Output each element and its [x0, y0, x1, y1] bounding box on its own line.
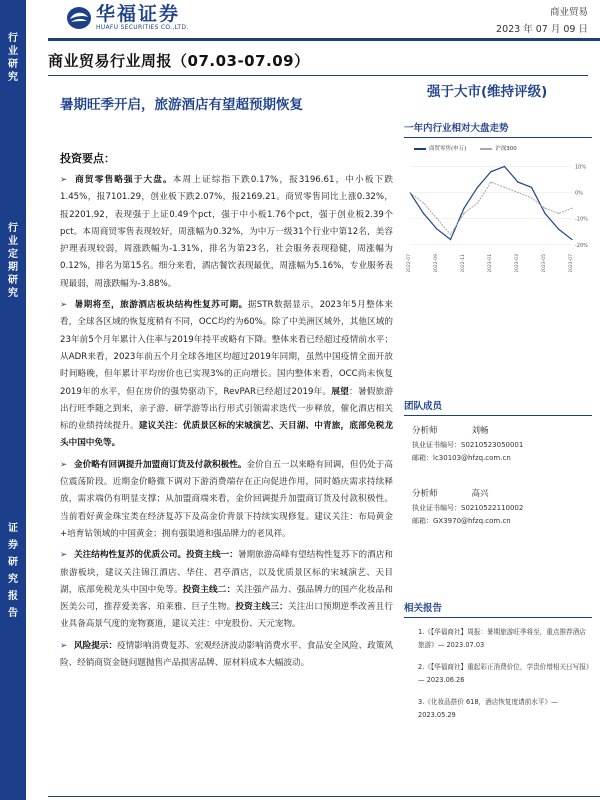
series-1-point-8 [517, 182, 518, 183]
x-tick-label-0: 2022-07 [407, 254, 412, 272]
para4-text1: 暑期旅游高峰有望结构性复苏下的酒店和旅游板块，建议关注锦江酒店、华住、君亭酒店，以及优质景区标的宋城演艺、天目湖，底部免税龙头中国中免等。 [60, 550, 393, 595]
report-subtitle: 暑期旺季开启，旅游酒店有望超预期恢复 [60, 97, 303, 113]
para4-text3: 关注出口预期逆季改善且行业具备高景气度的宠物赛道，建议关注：中宠股份、天元宠物。 [60, 602, 393, 630]
y-tick-label-3: -20% [575, 242, 588, 249]
series-2-point-6 [490, 182, 491, 183]
related-report-1[interactable]: 1.《【华福商社】周报：暑期旅游旺季将至，重点推荐酒店旅游》— 2023.07.03 [418, 628, 586, 649]
para1-lead: 商贸零售略强于大盘。 [74, 175, 173, 185]
analyst-2-row [412, 487, 592, 502]
paragraph-structural [60, 547, 393, 633]
bullet-icon: ➢ [60, 640, 68, 651]
team-heading: 团队成员 [404, 398, 592, 416]
para2-sugg: 优质景区标的宋城演艺、天目湖、中青旅，底部免税龙头中国中免等。 [60, 421, 393, 449]
paragraph-hotel [60, 297, 393, 453]
series-2-point-0 [409, 192, 410, 193]
para5-text: 疫情影响消费复苏、宏观经济波动影响消费水平、食品安全风险、政策风险、经销商资金链问题抛售产品损害品牌、原材料成本大幅波动。 [60, 640, 393, 669]
paragraph-gold [60, 457, 393, 543]
title-divider [48, 75, 588, 76]
bullet-icon: ➢ [60, 459, 68, 470]
series-1-point-3 [450, 239, 451, 240]
para4-sub2: 投资主线二： [182, 584, 236, 595]
chart-legend [414, 144, 517, 152]
header-date: 2023 年 07 月 09 日 [496, 24, 588, 35]
para3-text: 金价自五一以来略有回调，但仍处于高位震荡阶段。近期金价略微下调对下游消费端存在正向促进作用，同时婚庆需求持续释放，需求端仍有明显支撑；从加盟商端来看，金价回调提升加盟商订货及付款积极性。当前看好黄金珠宝类在经济复苏下及高金价背景下持续实现修复。建议关注：布局黄金+培育钻领域的中国黄金；拥有强渠道和强品牌力的老凤祥。 [60, 459, 393, 539]
brand-name-cn: 华福证券 [96, 3, 181, 25]
legend-label-2: 沪深300 [495, 146, 517, 152]
header-category: 商业贸易 [549, 7, 588, 18]
series-2-point-10 [544, 208, 545, 209]
paragraph-risk [60, 638, 393, 673]
paragraph-market [60, 172, 393, 293]
series-1-point-5 [477, 187, 478, 188]
related-report-2[interactable]: 2.《【华福商社】重起彩正消费价位，学贵价增相关日写报》— 2023.06.26 [418, 663, 590, 684]
para2-lead: 暑期将至，旅游酒店板块结构性复苏可期。 [74, 300, 248, 311]
x-tick-label-4: 2022-11 [461, 254, 466, 272]
sidebar-label3-text: 证券研究报告 [8, 523, 18, 619]
para4-lead: 关注结构性复苏的优质公司。 [74, 550, 187, 561]
series-1-point-1 [423, 213, 424, 214]
analyst-1-email[interactable]: 邮箱：lc30103@hfzq.com.cn [412, 454, 511, 462]
para4-sub1: 投资主线一： [186, 550, 238, 561]
para1-text: 本周上证综指下跌0.17%，报3196.61，中小板下跌1.45%，报7101.29，创业板下跌2.07%，报2169.21。商贸零售同比上涨0.32%，报2201.92，表现强于上证0.49个pct，强于中小板1.76个pct，强于创业板2.39个pct。本周商贸零售表现较好，周涨幅为0.32%，为中万一级31个行业中第12名，美容护理表现较弱，周涨跌幅为-1.31%，排名为第23名，社会服务表现稳健，周涨幅为0.12%，排名为第15名。细分来看，酒店餐饮表现最优，周涨幅为5.16%，专业服务表现最弱，周涨跌幅为-3.88%。 [60, 175, 393, 289]
analyst-card-2 [412, 487, 592, 528]
left-sidebar [0, 0, 26, 800]
x-tick-label-2: 2022-09 [434, 254, 439, 272]
analyst-1-license: 执业证书编号：S0210523050001 [412, 441, 524, 449]
brand-name-en: HUAFU SECURITIES CO.,LTD. [96, 24, 189, 31]
related-report-3[interactable]: 3.《化妆品搭价 618，酒店恢复度请前水平》— 2023.05.29 [418, 698, 558, 719]
related-heading: 相关报告 [404, 600, 592, 618]
header-divider [48, 38, 600, 41]
legend-item-2 [480, 144, 517, 152]
legend-item-1 [414, 144, 466, 152]
chart-container [404, 142, 592, 272]
analyst-2-license: 执业证书编号：S0210522110002 [412, 504, 524, 512]
legend-swatch-1 [414, 148, 426, 150]
x-tick-label-10: 2023-05 [542, 254, 547, 272]
series-1-point-6 [490, 171, 491, 172]
report-body [60, 150, 393, 672]
sidebar-label1-text: 行业研究 [8, 33, 18, 83]
series-1-point-11 [558, 229, 559, 230]
series-1-point-12 [571, 239, 572, 240]
series-line-1 [410, 166, 572, 239]
y-tick-label-1: 0% [575, 190, 583, 197]
chart-heading: 一年内行业相对大盘走势 [404, 120, 592, 138]
series-2-point-12 [571, 208, 572, 209]
bullet-icon: ➢ [60, 175, 68, 185]
series-2-point-11 [558, 213, 559, 214]
series-2-point-8 [517, 192, 518, 193]
page-header [0, 0, 600, 44]
y-tick-label-0: 10% [575, 164, 587, 171]
series-2-point-3 [450, 234, 451, 235]
related-reports [404, 600, 592, 731]
bullet-icon: ➢ [60, 300, 68, 311]
analyst-card-1 [412, 424, 592, 465]
series-2-point-4 [463, 213, 464, 214]
team-section [404, 398, 592, 550]
legend-label-1: 商贸零售(申万) [429, 146, 467, 152]
para4-sub3: 投资主线三： [235, 602, 288, 613]
sidebar-label-periodic [0, 222, 26, 300]
sidebar-label2-text: 行业定期研究 [8, 223, 18, 299]
series-2-point-9 [531, 197, 532, 198]
series-2-point-2 [436, 218, 437, 219]
series-1-point-9 [531, 187, 532, 188]
para4-text2: 关注强产品力、强品牌力的国产化妆品和医美公司，推荐爱美客、珀莱雅、巨子生物。 [60, 584, 393, 613]
para2-sugg-label: 建议关注： [138, 421, 183, 432]
report-title: 商业贸易行业周报（07.03-07.09） [48, 52, 310, 70]
industry-rating: 强于大市(维持评级) [427, 84, 548, 100]
section-heading: 投资要点： [60, 152, 115, 165]
para2-bold: 展望 [331, 386, 350, 397]
para5-lead: 风险提示： [74, 640, 118, 651]
analyst-1-row [412, 424, 592, 439]
bullet-icon: ➢ [60, 550, 68, 561]
legend-swatch-2 [480, 148, 492, 150]
series-1-point-7 [504, 166, 505, 167]
sidebar-label-securities-report [0, 520, 26, 622]
footer-divider [48, 796, 600, 797]
trend-chart [404, 142, 592, 272]
huafu-logo-icon [66, 6, 92, 30]
series-1-point-10 [544, 213, 545, 214]
x-tick-label-12: 2023-07 [569, 254, 574, 272]
analyst-1-name: 刘畅 [471, 426, 489, 436]
x-tick-label-6: 2023-01 [488, 254, 493, 272]
header-meta [496, 4, 588, 38]
analyst-2-name: 高兴 [471, 489, 489, 499]
analyst-1-role: 分析师 [412, 426, 438, 436]
series-2-point-7 [504, 187, 505, 188]
para3-lead: 金价略有回调提升加盟商订货及付款积极性。 [74, 459, 247, 470]
analyst-2-email[interactable]: 邮箱：GX3970@hfzq.com.cn [412, 517, 511, 525]
y-tick-label-2: -10% [575, 216, 588, 223]
series-2-point-1 [423, 202, 424, 203]
x-tick-label-8: 2023-03 [515, 254, 520, 272]
series-2-point-5 [477, 202, 478, 203]
series-1-point-2 [436, 229, 437, 230]
series-1-point-4 [463, 208, 464, 209]
brand-logo [66, 4, 189, 31]
chart-section [404, 120, 592, 272]
analyst-2-role: 分析师 [412, 489, 438, 499]
para2-tail: ：暑假旅游出行旺季随之到来，亲子游、研学游等出行形式引领需求迭代一步释放，催化酒店相关标的业绩持续提升。 [60, 386, 393, 432]
para2-text: 据STR数据显示，2023年5月整体来看，全球各区域的恢复度稍有不同，OCC均约为60%。除了中美洲区域外，其他区域的23年前5个月年累计入住率与2019年持平或略有下降。整体来看已经超过疫情前水平；从ADR来看，2023年前五个月全球各地区均超过2019年同期，虽然中国疫情全面开放时间略晚，但年累计平均房价也已实现3%的正向增长。国内整体来看，OCC尚未恢复2019年的水平，但在房价的强势驱动下，RevPAR已经超过2019年。 [60, 300, 393, 397]
